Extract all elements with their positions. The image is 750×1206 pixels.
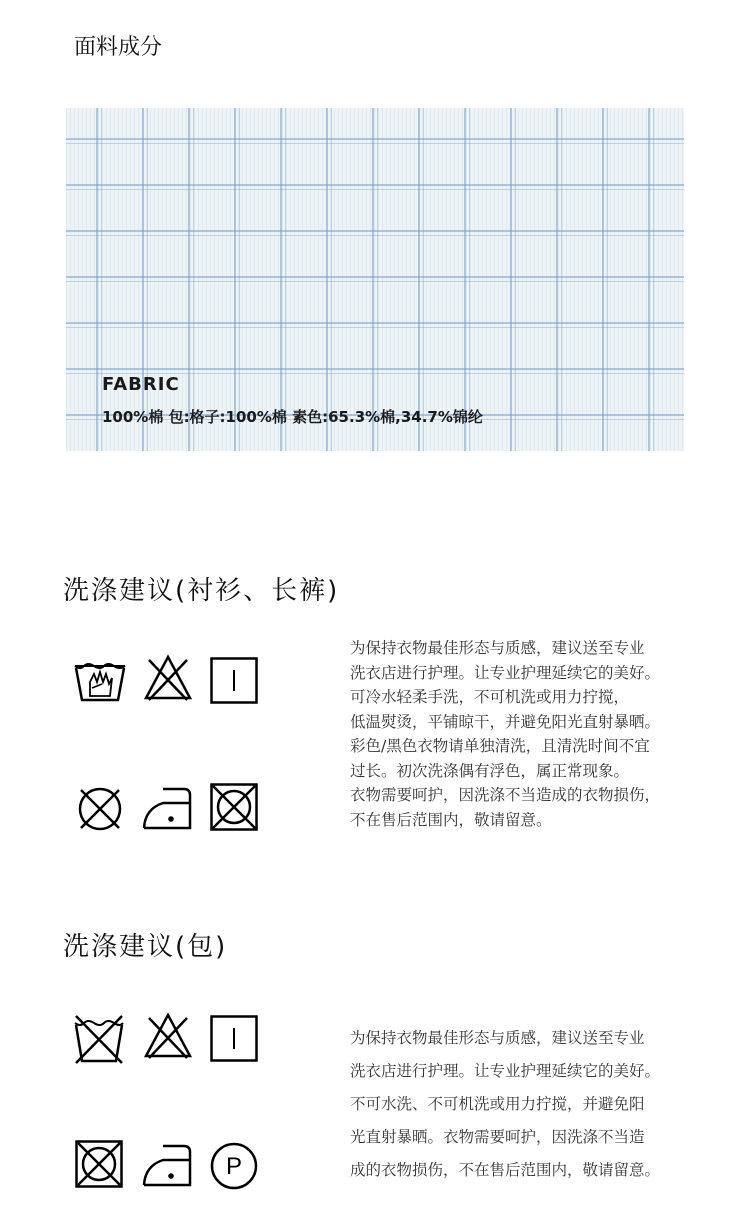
care-line: 成的衣物损伤，不在售后范围内，敬请留意。 — [350, 1161, 661, 1179]
care-line: 可冷水轻柔手洗，不可机洗或用力拧搅， — [350, 688, 630, 706]
fabric-label: FABRIC — [102, 374, 180, 395]
line-dry-icon — [210, 657, 258, 704]
care-line: 不在售后范围内，敬请留意。 — [350, 810, 552, 829]
iron-low-icon — [141, 785, 193, 831]
no-bleach-icon — [143, 654, 193, 704]
care-line: 光直射暴晒。衣物需要呵护，因洗涤不当造 — [350, 1128, 645, 1146]
dry-clean-p-icon — [209, 1141, 259, 1191]
care-instructions-bag — [350, 1022, 695, 1187]
care-line: 彩色/黑色衣物请单独清洗，且清洗时间不宜 — [350, 737, 650, 755]
care-title-bag: 洗涤建议(包) — [63, 932, 228, 962]
care-line: 过长。初次洗涤偶有浮色，属正常现象。 — [350, 761, 630, 780]
iron-low-icon — [141, 1142, 193, 1188]
care-line: 为保持衣物最佳形态与质感，建议送至专业 — [350, 639, 645, 657]
fabric-caption — [66, 108, 684, 451]
no-tumble-dry-icon — [76, 785, 124, 833]
dry-clean-letter: P — [225, 1153, 243, 1180]
no-tumble-dry-icon — [75, 1140, 123, 1188]
care-line: 洗衣店进行护理。让专业护理延续它的美好。 — [350, 663, 661, 682]
care-title-shirt: 洗涤建议(衬衫、长裤) — [63, 576, 340, 606]
line-dry-icon — [210, 1015, 258, 1062]
section-title-fabric: 面料成分 — [74, 35, 163, 60]
hand-wash-icon — [72, 656, 128, 704]
care-line: 不可水洗、不可机洗或用力拧搅，并避免阳 — [350, 1095, 645, 1113]
care-line: 衣物需要呵护，因洗涤不当造成的衣物损伤， — [350, 786, 661, 804]
care-line: 洗衣店进行护理。让专业护理延续它的美好。 — [350, 1062, 661, 1080]
no-dry-clean-icon — [210, 783, 258, 831]
care-line: 为保持衣物最佳形态与质感，建议送至专业 — [350, 1029, 645, 1047]
fabric-composition: 100%棉 包:格子:100%棉 素色:65.3%棉,34.7%锦纶 — [102, 408, 483, 426]
no-bleach-icon — [143, 1012, 193, 1062]
care-line: 低温熨烫，平铺晾干，并避免阳光直射暴晒。 — [350, 712, 661, 731]
care-instructions-shirt — [350, 636, 695, 832]
no-wash-icon — [72, 1013, 126, 1065]
